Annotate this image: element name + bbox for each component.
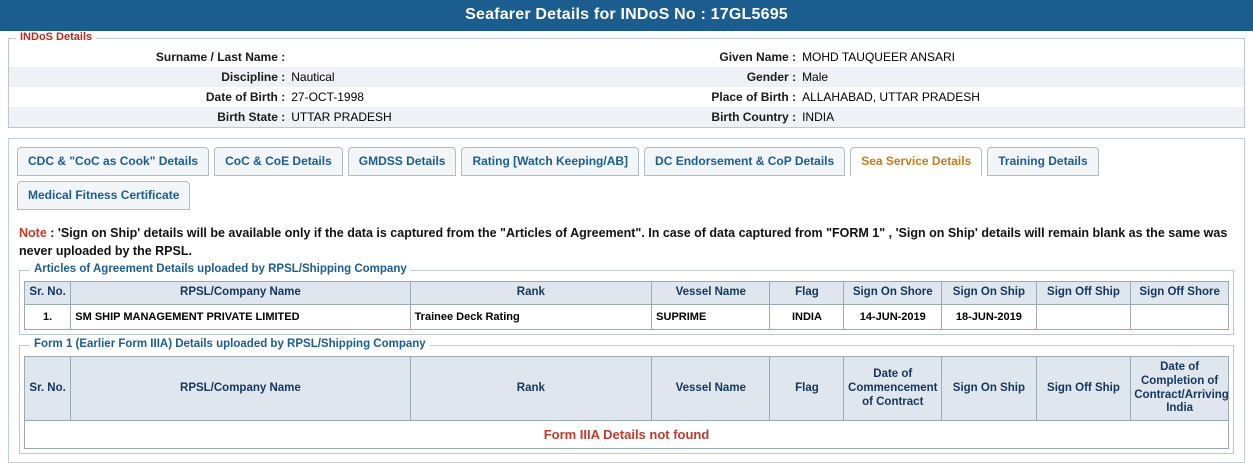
table-row (9, 67, 1244, 87)
cell-sign-on-shore: 14-JUN-2019 (844, 305, 942, 330)
col-date-of-commencement: Date of Commencement of Contract (844, 357, 942, 421)
indos-row-left (9, 67, 502, 87)
tab-rating-watch-keeping[interactable]: Rating [Watch Keeping/AB] (461, 147, 639, 176)
col-flag: Flag (770, 282, 844, 305)
indos-row-right (502, 87, 1244, 107)
tab-coc-coe[interactable]: CoC & CoE Details (214, 147, 343, 176)
indos-row-left (9, 107, 502, 127)
page-title: Seafarer Details for INDoS No : 17GL5695 (0, 0, 1253, 31)
birth-country-value: INDIA (802, 110, 835, 124)
indos-details-legend: INDoS Details (16, 31, 96, 43)
cell-sign-on-ship: 18-JUN-2019 (942, 305, 1037, 330)
table-row (9, 107, 1244, 127)
discipline-value: Nautical (291, 70, 335, 84)
form1-table (24, 356, 1229, 421)
form1-legend: Form 1 (Earlier Form IIIA) Details uploaded by RPSL/Shipping Company (30, 338, 430, 350)
details-tabs-panel (8, 138, 1245, 463)
articles-of-agreement-section (19, 263, 1234, 335)
col-sign-off-ship: Sign Off Ship (1036, 357, 1131, 421)
articles-of-agreement-legend: Articles of Agreement Details uploaded by RPSL/Shipping Company (30, 263, 411, 275)
sea-service-note (19, 224, 1234, 260)
articles-of-agreement-table (24, 281, 1229, 330)
col-company-name: RPSL/Company Name (71, 357, 410, 421)
col-sr-no: Sr. No. (25, 282, 71, 305)
note-keyword: Note (19, 226, 47, 240)
indos-row-right (502, 67, 1244, 87)
cell-sign-off-shore (1131, 305, 1229, 330)
indos-row-right (502, 107, 1244, 127)
indos-details-table (9, 47, 1244, 127)
table-row (9, 87, 1244, 107)
col-company-name: RPSL/Company Name (71, 282, 410, 305)
birth-state-value: UTTAR PRADESH (291, 110, 392, 124)
table-header-row (25, 282, 1229, 305)
cell-sr-no: 1. (25, 305, 71, 330)
cell-rank: Trainee Deck Rating (410, 305, 652, 330)
place-of-birth-label: Place of Birth : (711, 90, 797, 104)
dob-label: Date of Birth : (205, 90, 286, 104)
col-vessel-name: Vessel Name (652, 282, 770, 305)
given-name-value: MOHD TAUQUEER ANSARI (802, 50, 955, 64)
table-row (25, 305, 1229, 330)
tab-medical-fitness-certificate[interactable]: Medical Fitness Certificate (17, 181, 190, 210)
indos-row-right (502, 47, 1244, 67)
table-header-row (25, 357, 1229, 421)
col-sign-on-shore: Sign On Shore (844, 282, 942, 305)
col-sign-on-ship: Sign On Ship (942, 357, 1037, 421)
birth-country-label: Birth Country : (711, 110, 797, 124)
note-text: : 'Sign on Ship' details will be available only if the data is captured from the "Articles of Agreement". In case of data captured from "FORM 1" , 'Sign on Ship' details will remain blank as the same was never uploaded by the RPSL. (19, 226, 1228, 259)
tab-sea-service[interactable]: Sea Service Details (850, 147, 982, 176)
cell-vessel-name: SUPRIME (652, 305, 770, 330)
gender-label: Gender : (746, 70, 797, 84)
discipline-label: Discipline : (221, 70, 286, 84)
tab-cdc-coc-as-cook[interactable]: CDC & "CoC as Cook" Details (17, 147, 209, 176)
given-name-label: Given Name : (719, 50, 797, 64)
birth-state-label: Birth State : (217, 110, 286, 124)
cell-flag: INDIA (770, 305, 844, 330)
indos-row-left (9, 87, 502, 107)
tab-training[interactable]: Training Details (987, 147, 1098, 176)
place-of-birth-value: ALLAHABAD, UTTAR PRADESH (802, 90, 980, 104)
col-date-of-completion: Date of Completion of Contract/Arriving India (1131, 357, 1229, 421)
col-vessel-name: Vessel Name (652, 357, 770, 421)
form1-section (19, 338, 1234, 454)
surname-label: Surname / Last Name : (155, 50, 286, 64)
col-sign-on-ship: Sign On Ship (942, 282, 1037, 305)
cell-company-name: SM SHIP MANAGEMENT PRIVATE LIMITED (71, 305, 410, 330)
tab-bar (17, 147, 1238, 210)
col-rank: Rank (410, 282, 652, 305)
col-sign-off-shore: Sign Off Shore (1131, 282, 1229, 305)
col-flag: Flag (770, 357, 844, 421)
gender-value: Male (802, 70, 829, 84)
col-sr-no: Sr. No. (25, 357, 71, 421)
col-sign-off-ship: Sign Off Ship (1036, 282, 1131, 305)
indos-details-section (8, 31, 1245, 128)
dob-value: 27-OCT-1998 (291, 90, 364, 104)
form1-empty-message: Form IIIA Details not found (24, 421, 1229, 449)
indos-row-left (9, 47, 502, 67)
col-rank: Rank (410, 357, 652, 421)
tab-dc-endorsement-cop[interactable]: DC Endorsement & CoP Details (644, 147, 845, 176)
table-row (9, 47, 1244, 67)
tab-gmdss[interactable]: GMDSS Details (348, 147, 457, 176)
cell-sign-off-ship (1036, 305, 1131, 330)
